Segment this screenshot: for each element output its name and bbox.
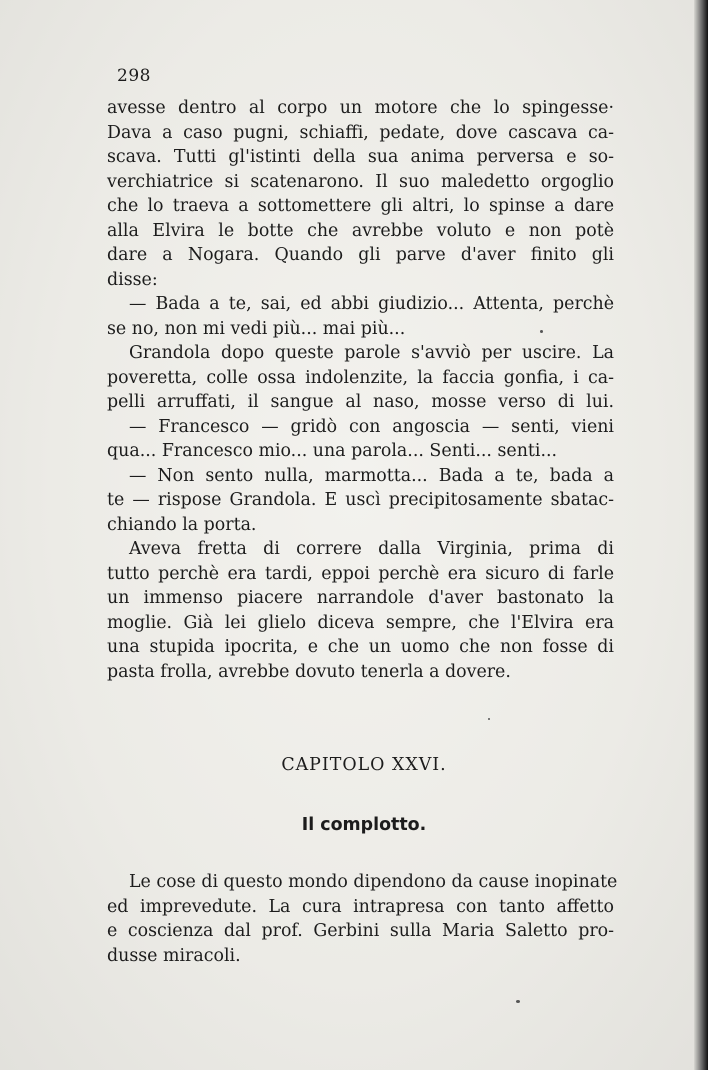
ink-speck bbox=[516, 1000, 520, 1003]
text-line: alla Elvira le botte che avrebbe voluto e non potè bbox=[107, 220, 614, 241]
text-line: una stupida ipocrita, e che un uomo che non fosse di bbox=[107, 637, 614, 657]
text-line: poveretta, colle ossa indolenzite, la faccia gonfia, i ca- bbox=[107, 367, 614, 388]
text-line: chiando la porta. bbox=[107, 514, 257, 535]
text-line: dusse miracoli. bbox=[107, 945, 241, 966]
binding-edge bbox=[694, 0, 708, 1070]
text-line: te — rispose Grandola. E uscì precipitosamente sbatac- bbox=[107, 490, 614, 510]
text-line: tutto perchè era tardi, eppoi perchè era sicuro di farle bbox=[107, 563, 614, 584]
chapter-title-text: Il complotto. bbox=[301, 815, 427, 835]
chapter-heading bbox=[0, 755, 708, 775]
text-line: pasta frolla, avrebbe dovuto tenerla a dovere. bbox=[107, 661, 511, 682]
text-line: Grandola dopo queste parole s'avviò per uscire. La bbox=[129, 343, 614, 363]
text-line: Dava a caso pugni, schiaffi, pedate, dove cascava ca- bbox=[107, 122, 614, 143]
body-text bbox=[107, 96, 614, 684]
text-line: — Bada a te, sai, ed abbi giudizio... Attenta, perchè bbox=[129, 294, 614, 314]
chapter-heading-text: CAPITOLO XXVI. bbox=[281, 755, 447, 775]
text-line: pelli arruffati, il sangue al naso, mosse verso di lui. bbox=[107, 392, 614, 412]
text-line: — Non sento nulla, marmotta... Bada a te, bada a bbox=[129, 465, 614, 486]
text-line: che lo traeva a sottomettere gli altri, lo spinse a dare bbox=[107, 196, 614, 216]
text-line: dare a Nogara. Quando gli parve d'aver finito gli bbox=[107, 245, 614, 265]
text-line: — Francesco — gridò con angoscia — senti, vieni bbox=[129, 416, 614, 437]
chapter-title bbox=[0, 815, 708, 835]
page-number: 298 bbox=[117, 66, 151, 86]
text-line: moglie. Già lei glielo diceva sempre, che l'Elvira era bbox=[107, 612, 614, 633]
text-line: scava. Tutti gl'istinti della sua anima perversa e so- bbox=[107, 147, 614, 167]
ink-speck bbox=[488, 718, 490, 720]
text-line: disse: bbox=[107, 269, 158, 290]
text-line: e coscienza dal prof. Gerbini sulla Maria Saletto pro- bbox=[107, 921, 614, 941]
text-line: qua... Francesco mio... una parola... Senti... senti... bbox=[107, 441, 558, 461]
text-line: Le cose di questo mondo dipendono da cause inopinate bbox=[129, 872, 618, 892]
text-line: se no, non mi vedi più... mai più... bbox=[107, 318, 406, 339]
chapter-text bbox=[107, 870, 618, 968]
text-line: verchiatrice si scatenarono. Il suo maledetto orgoglio bbox=[107, 171, 614, 192]
text-line: Aveva fretta di correre dalla Virginia, prima di bbox=[129, 539, 614, 559]
text-line: avesse dentro al corpo un motore che lo spingesse· bbox=[107, 98, 614, 118]
ink-speck bbox=[540, 330, 543, 333]
text-line: ed imprevedute. La cura intrapresa con tanto affetto bbox=[107, 896, 614, 917]
text-line: un immenso piacere narrandole d'aver bastonato la bbox=[107, 588, 614, 608]
